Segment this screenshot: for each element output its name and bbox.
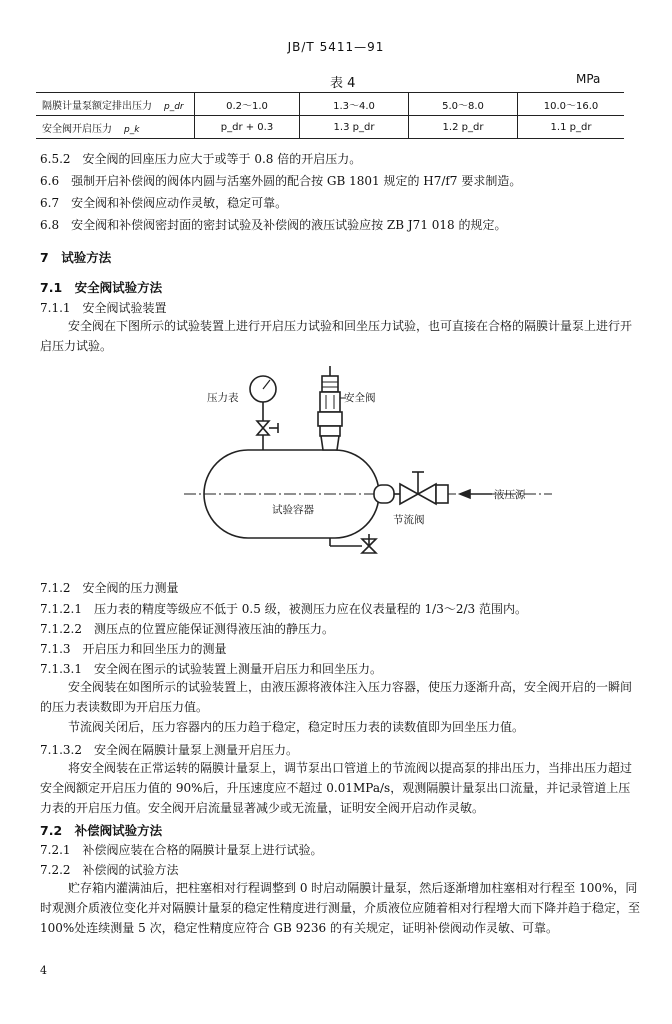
throttle-valve-icon <box>374 472 448 504</box>
table-row <box>36 116 624 139</box>
table-row <box>36 93 624 116</box>
section-7-2-heading: 7.2 补偿阀试验方法 <box>40 823 163 838</box>
clause-7-1-3-2: 7.1.3.2 安全阀在隔膜计量泵上测量开启压力。 <box>40 743 298 757</box>
clause-6-8: 6.8 安全阀和补偿阀密封面的密封试验及补偿阀的液压试验应按 ZB J71 018 的规定。 <box>40 218 507 232</box>
table-title: 表 4 <box>330 76 356 91</box>
table-cell: 5.0～8.0 <box>409 93 518 116</box>
clause-7-2-1: 7.2.1 补偿阀应装在合格的隔膜计量泵上进行试验。 <box>40 843 323 857</box>
section-7-heading: 7 试验方法 <box>40 250 112 265</box>
paragraph-7-1-3-1-a: 安全阀装在如图所示的试验装置上，由液压源将液体注入压力容器，使压力逐渐升高，安全阀开启的一瞬间的压力表读数即为开启压力值。 <box>40 680 633 714</box>
clause-7-2-2: 7.2.2 补偿阀的试验方法 <box>40 863 179 877</box>
label-test-vessel: 试验容器 <box>272 504 314 516</box>
section-7-1-heading: 7.1 安全阀试验方法 <box>40 280 163 295</box>
clause-6-5-2: 6.5.2 安全阀的回座压力应大于或等于 0.8 倍的开启压力。 <box>40 152 362 166</box>
table-cell: 1.1 p_dr <box>518 116 625 139</box>
drain-valve-icon <box>330 534 376 553</box>
table-cell: 10.0～16.0 <box>518 93 625 116</box>
pressure-gauge-icon <box>250 376 278 450</box>
clause-7-1-2-1: 7.1.2.1 压力表的精度等级应不低于 0.5 级，被测压力应在仪表量程的 1/3～2/3 范围内。 <box>40 602 527 616</box>
paragraph-7-1-3-2: 将安全阀装在正常运转的隔膜计量泵上，调节泵出口管道上的节流阀以提高泵的排出压力，当排出压力超过安全阀额定开启压力值的 90%后，升压速度应不超过 0.01MPa/s，观测隔膜计量泵出口流量，并记录管道上压力表的开启压力值。安全阀开启流量显著减少或无流量，证明安全阀开启动作灵敏。 <box>40 761 633 815</box>
document-header: JB/T 5411—91 <box>287 40 385 54</box>
safety-valve-icon <box>318 366 346 450</box>
paragraph-7-1-3-1-b: 节流阀关闭后，压力容器内的压力趋于稳定，稳定时压力表的读数值即为回坐压力值。 <box>68 720 525 734</box>
table-cell: 1.3 p_dr <box>300 116 409 139</box>
table-cell: 0.2～1.0 <box>195 93 300 116</box>
clause-7-1-3: 7.1.3 开启压力和回坐压力的测量 <box>40 642 227 656</box>
clause-7-1-2: 7.1.2 安全阀的压力测量 <box>40 581 179 595</box>
table-unit: MPa <box>576 72 601 86</box>
clause-7-1-2-2: 7.1.2.2 测压点的位置应能保证测得液压油的静压力。 <box>40 622 334 636</box>
row-label: 隔膜计量泵额定排出压力 p_dr <box>36 93 195 116</box>
clause-7-1-3-1: 7.1.3.1 安全阀在图示的试验装置上测量开启压力和回坐压力。 <box>40 662 382 676</box>
label-throttle-valve: 节流阀 <box>393 514 425 526</box>
page-number: 4 <box>40 964 47 977</box>
table-cell: 1.3～4.0 <box>300 93 409 116</box>
table-cell: p_dr + 0.3 <box>195 116 300 139</box>
label-pressure-gauge: 压力表 <box>207 392 239 404</box>
row-label: 安全阀开启压力 p_k <box>36 116 195 139</box>
clause-7-1-1: 7.1.1 安全阀试验装置 <box>40 301 167 315</box>
clause-6-6: 6.6 强制开启补偿阀的阀体内圆与活塞外圆的配合按 GB 1801 规定的 H7/f7 要求制造。 <box>40 174 522 188</box>
clause-6-7: 6.7 安全阀和补偿阀应动作灵敏，稳定可靠。 <box>40 196 288 210</box>
inflow-arrow-icon <box>460 490 492 498</box>
table-cell: 1.2 p_dr <box>409 116 518 139</box>
pressure-table <box>36 92 624 139</box>
paragraph-7-2-2: 贮存箱内灌满油后，把柱塞相对行程调整到 0 时启动隔膜计量泵，然后逐渐增加柱塞相对行程至 100%，同时观测介质液位变化并对隔膜计量泵的稳定性精度进行测量，介质液位应随着相对行程增大而下降并趋于稳定，至 100%处连续测量 5 次，稳定性精度应符合 GB 9236 的有关规定，证明补偿阀动作灵敏、可靠。 <box>40 881 641 935</box>
paragraph-7-1-1: 安全阀在下图所示的试验装置上进行开启压力试验和回坐压力试验，也可直接在合格的隔膜计量泵上进行开启压力试验。 <box>40 319 633 353</box>
label-hydraulic-source: 液压源 <box>494 489 526 501</box>
label-safety-valve: 安全阀 <box>344 392 376 404</box>
